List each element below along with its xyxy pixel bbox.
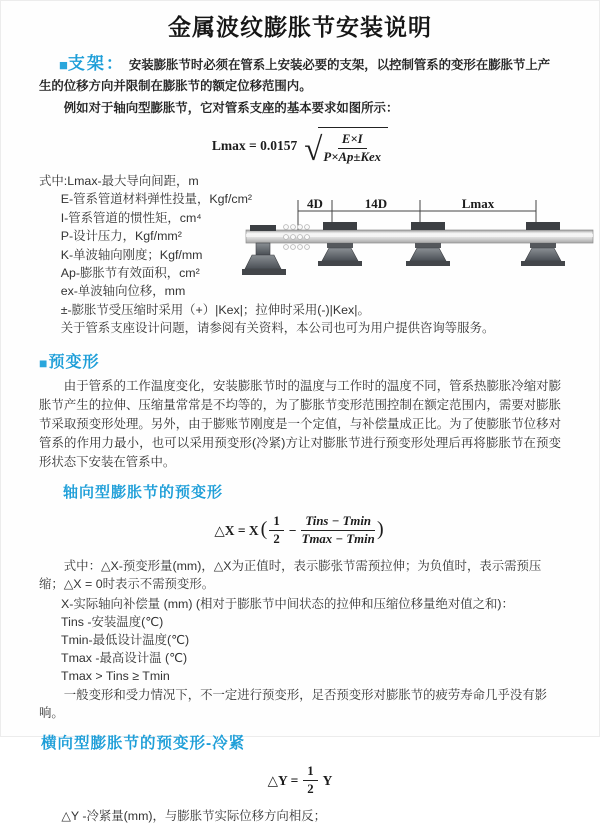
note-item: Tmax > Tins ≥ Tmin	[61, 668, 170, 683]
lmax-numerator: E×I	[338, 132, 367, 149]
half-denominator: 2	[273, 532, 280, 547]
axial-formula	[1, 511, 599, 551]
temp-numerator: Tins − Tmin	[301, 514, 375, 531]
half-numerator: 1	[303, 764, 317, 781]
definition-item: I-管系管道的惯性矩，cm⁴	[60, 210, 202, 225]
lateral-formula-rhs: Y	[322, 772, 333, 788]
definition-item: Ap-膨胀节有效面积，cm²	[60, 266, 200, 281]
guide-support-icon	[406, 222, 450, 266]
definition-item: P-设计压力，Kgf/mm²	[60, 229, 182, 244]
definition-item: ex-单波轴向位移，mm	[60, 284, 186, 299]
radicand	[318, 127, 388, 164]
dimension-label-lmax: Lmax	[461, 196, 495, 211]
support-intro-text: 安装膨胀节时必须在管系上安装必要的支架，以控制管系的变形在膨胀节上产生的位移方向并限制在膨胀节的额定位移范围内。	[39, 58, 551, 93]
close-paren: )	[377, 518, 384, 541]
guide-support-icon	[521, 222, 565, 266]
section-square-icon: ■	[58, 57, 68, 74]
lmax-fraction	[323, 132, 381, 164]
guide-support-icon	[318, 222, 362, 266]
predeform-section-heading: 预变形	[48, 353, 100, 371]
minus-sign: −	[288, 522, 297, 538]
predeform-section-heading-row	[39, 349, 599, 372]
lateral-subsection-heading: 横向型膨胀节的预变形-冷紧	[41, 734, 246, 752]
lateral-formula-lhs: △Y =	[267, 772, 299, 788]
lateral-note: △Y -冷紧量(mm)，与膨胀节实际位移方向相反；	[61, 808, 326, 823]
temp-denominator: Tmax − Tmin	[301, 532, 375, 547]
predeform-body-paragraph: 由于管系的工作温度变化，安装膨胀节时的温度与工作时的温度不同，管系热膨胀冷缩对膨胀节产生的拉伸、压缩量常常是不均等的，为了膨胀节变形范围控制在额定范围内，需要对膨胀节采取预变形处理。另外，由于膨账节刚度是一个定值，与补偿量成正比。为了使膨胀节位移对管系的作用力最小，也可以采用预变形(冷紧)方让对膨胀节进行预变形处理后再将膨胀节在预变形状态下安装在管系中。	[39, 378, 561, 469]
dimension-label-14d: 14D	[364, 196, 388, 211]
half-fraction	[303, 764, 317, 796]
axial-note-intro: 式中：△X-预变形量(mm)，△X为正值时，表示膨张节需预拉伸；为负值时，表示需预压缩；△X = 0时表示不需预变形。	[39, 558, 542, 591]
lmax-formula-lhs: Lmax = 0.0157	[211, 138, 298, 153]
note-item: Tmax -最高设计温 (℃)	[61, 650, 188, 665]
definition-item: K-单波轴向刚度；Kgf/mm	[60, 247, 203, 262]
axial-note-footer: 一般变形和受力情况下，不一定进行预变形，足否预变形对膨胀节的疲劳寿命几乎没有影响。	[39, 687, 548, 720]
temperature-fraction	[301, 514, 375, 546]
note-item: Tins -安装温度(℃)	[61, 614, 164, 629]
open-paren: (	[260, 518, 268, 541]
definition-item: 关于管系支座设计问题，请参阅有关资料，本公司也可为用户提供咨询等服务。	[60, 321, 495, 336]
note-item: Tmin-最低设计温度(℃)	[61, 632, 190, 647]
support-section-heading: 支架：	[67, 54, 125, 73]
axial-note-items	[61, 595, 599, 685]
support-intro-paragraph	[39, 54, 561, 96]
half-numerator: 1	[269, 514, 283, 531]
note-item: X-实际轴向补偿量 (mm) (相对于膨胀节中间状态的拉伸和压缩位移量绝对值之和)：	[61, 596, 514, 611]
dimension-label-4d: 4D	[307, 196, 323, 211]
axial-formula-lhs: △X = X	[214, 522, 259, 538]
section-square-icon: ■	[39, 354, 49, 371]
definition-item: 式中:Lmax-最大导向间距，m	[39, 174, 199, 188]
lmax-denominator: P×Ap±Kex	[323, 150, 382, 164]
half-denominator: 2	[307, 782, 314, 797]
definition-item: ±-膨胀节受压缩时采用（+）|Kex|；拉伸时采用(-)|Kex|。	[60, 302, 370, 317]
support-example-line: 例如对于轴向型膨胀节，它对管系支座的基本要求如图所示：	[63, 101, 399, 115]
page-title: 金属波纹膨胀节安装说明	[168, 14, 432, 40]
definition-item: E-管系管道材料弹性投量，Kgf/cm²	[60, 192, 253, 207]
pipe-support-diagram	[240, 197, 597, 293]
lateral-formula	[1, 763, 599, 799]
half-fraction	[269, 514, 283, 546]
lmax-formula: Lmax = 0.0157 √ $\frac{E\times I}{\text{P×Ap±Kex}}$	[1, 127, 599, 165]
axial-subsection-heading: 轴向型膨胀节的预变形	[63, 483, 224, 501]
